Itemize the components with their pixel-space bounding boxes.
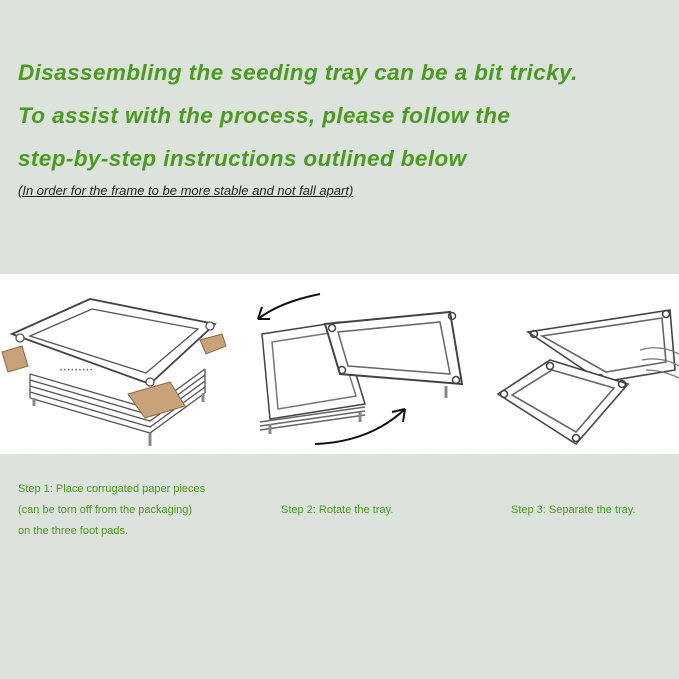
step-2-text: Step 2: Rotate the tray. — [281, 504, 394, 516]
rotate-tray-illustration — [240, 274, 480, 454]
stability-note: (In order for the frame to be more stable and not fall apart) — [18, 183, 354, 198]
step-3-text: Step 3: Separate the tray. — [511, 504, 636, 516]
illustration-band — [0, 274, 679, 454]
svg-text:• • • • • • • • •: • • • • • • • • • — [60, 368, 93, 374]
band-torn-edge — [0, 451, 679, 457]
step-1-line-3: on the three foot pads. — [18, 525, 129, 537]
headline-line-1: Disassembling the seeding tray can be a bit tricky. — [18, 60, 578, 85]
headline-line-2: To assist with the process, please follow the — [18, 103, 511, 128]
step-1-text — [18, 479, 205, 542]
step-1-line-2: (can be torn off from the packaging) — [18, 504, 193, 516]
headline-line-3: step-by-step instructions outlined below — [18, 146, 467, 171]
stacked-trays-with-cardboard-illustration — [0, 274, 240, 454]
step-1-line-1: Step 1: Place corrugated paper pieces — [18, 483, 206, 495]
separate-tray-illustration — [490, 274, 679, 454]
